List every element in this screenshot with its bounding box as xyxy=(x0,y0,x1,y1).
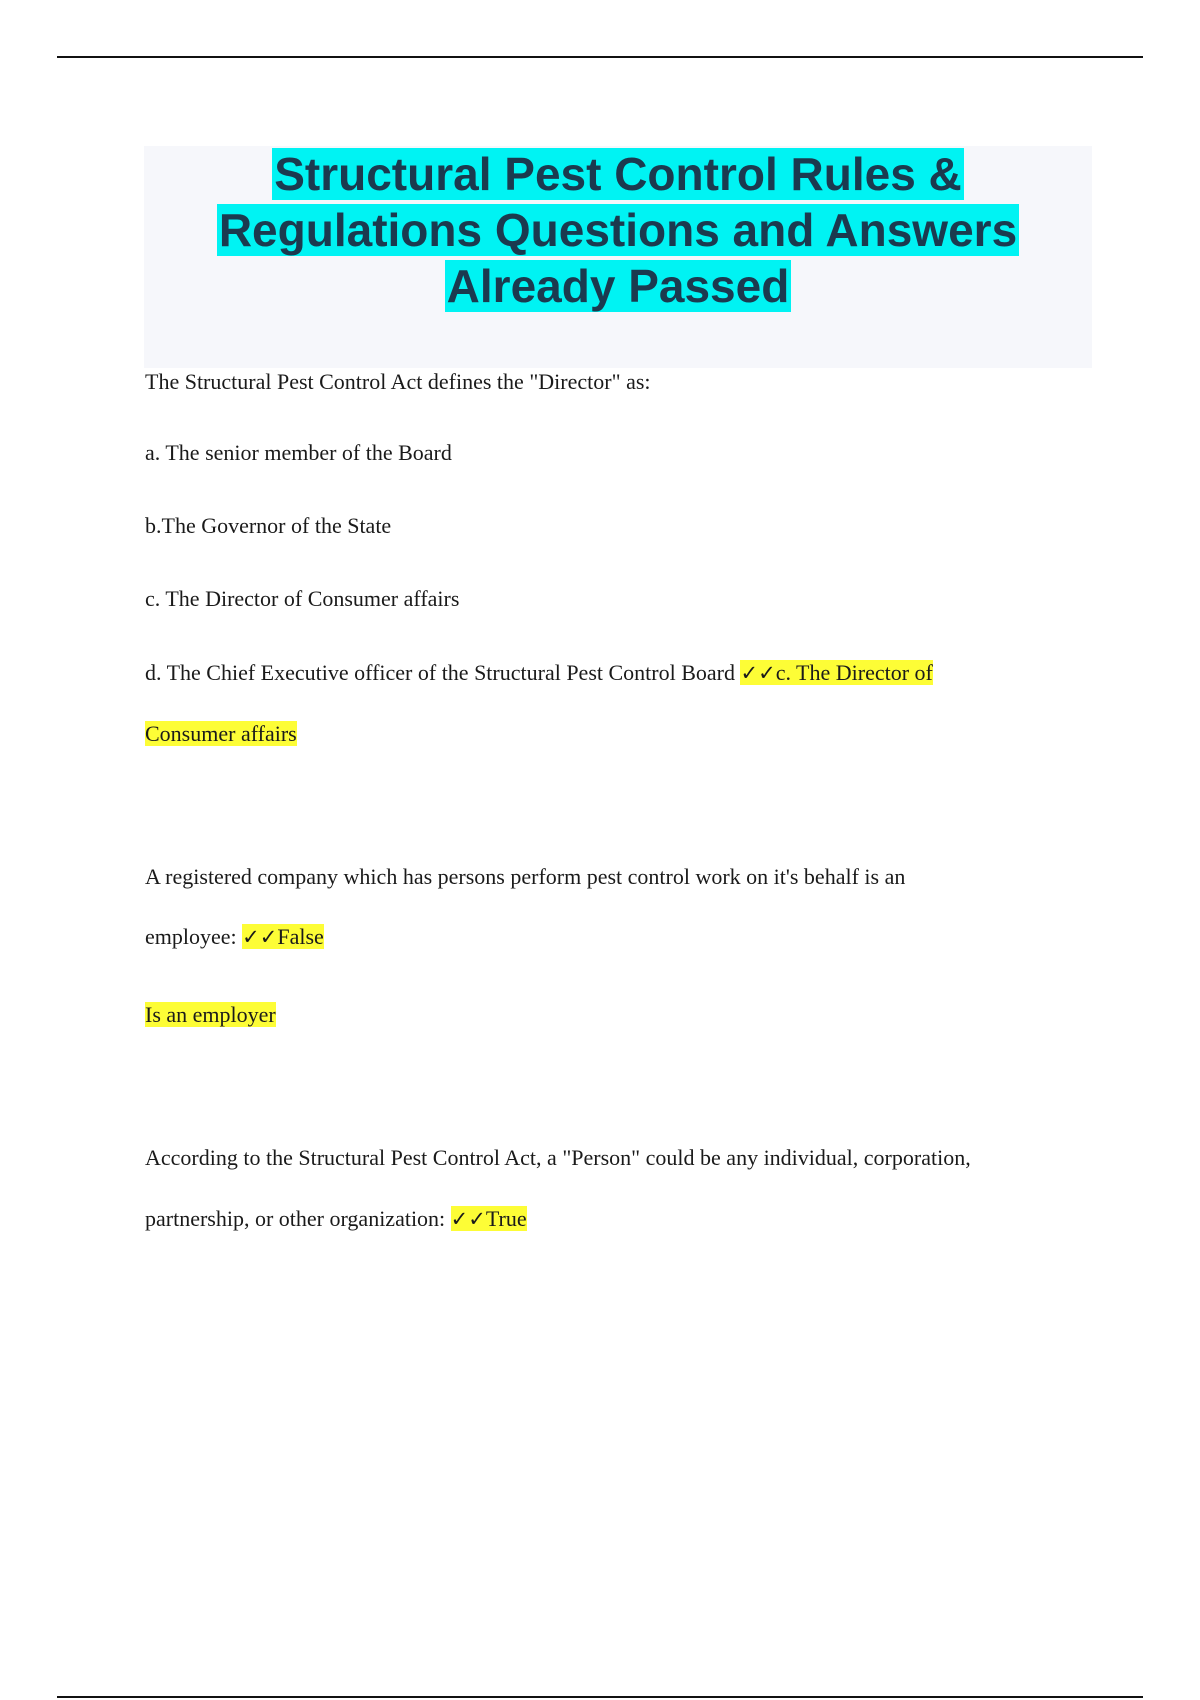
title-block xyxy=(144,146,1092,368)
question-1-option-b: b.The Governor of the State xyxy=(145,513,392,538)
question-3-prompt-end: partnership, or other organization: xyxy=(145,1206,446,1231)
question-2-prompt-line-1: A registered company which has persons perform pest control work on it's behalf is an xyxy=(145,864,906,889)
question-1-answer-continued-line xyxy=(145,720,297,748)
question-3-answer xyxy=(451,1206,527,1231)
question-2-answer xyxy=(242,924,324,949)
question-2-prompt-line-2 xyxy=(145,923,324,951)
title-line-2: Regulations Questions and Answers xyxy=(218,204,1018,256)
question-2-explanation-line xyxy=(145,1001,276,1029)
title-line-1: Structural Pest Control Rules & xyxy=(274,148,962,200)
question-3-answer-text: True xyxy=(485,1206,527,1231)
question-3-prompt-line-1: According to the Structural Pest Control Act, a "Person" could be any individual, corporation, xyxy=(145,1145,971,1170)
question-2-answer-text: False xyxy=(277,924,324,949)
check-mark-icon: ✓✓ xyxy=(242,925,278,949)
question-1-option-c: c. The Director of Consumer affairs xyxy=(145,586,460,611)
question-1-answer-continued: Consumer affairs xyxy=(145,721,297,746)
question-1-option-a: a. The senior member of the Board xyxy=(145,440,452,465)
question-1-answer xyxy=(740,660,932,685)
question-1-option-d: d. The Chief Executive officer of the Structural Pest Control Board xyxy=(145,660,735,685)
question-1-option-d-line xyxy=(145,659,933,687)
header-rule xyxy=(57,56,1143,58)
check-mark-icon: ✓✓ xyxy=(740,661,776,685)
title-line-3: Already Passed xyxy=(446,260,790,312)
document-title xyxy=(144,146,1092,314)
question-2-prompt-end: employee: xyxy=(145,924,237,949)
question-1-prompt: The Structural Pest Control Act defines the "Director" as: xyxy=(145,369,651,394)
question-1-answer-text: c. The Director of xyxy=(775,660,933,685)
question-3-prompt-line-2 xyxy=(145,1205,527,1233)
check-mark-icon: ✓✓ xyxy=(450,1207,486,1231)
footer-rule xyxy=(57,1696,1143,1698)
question-2-explanation: Is an employer xyxy=(145,1002,276,1027)
